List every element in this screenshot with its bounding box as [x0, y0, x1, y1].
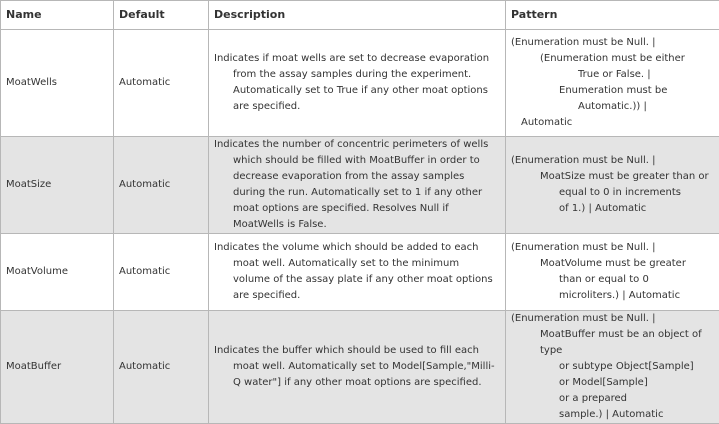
cell-default: Automatic: [114, 137, 209, 234]
cell-name: MoatBuffer: [1, 311, 114, 424]
pattern-line: MoatVolume must be greater: [511, 256, 714, 272]
cell-description: [209, 311, 506, 424]
cell-pattern: [506, 311, 719, 424]
pattern-line: microliters.) | Automatic: [511, 288, 714, 304]
pattern-line: sample.) | Automatic: [511, 407, 714, 423]
pattern-line: True or False. |: [511, 67, 714, 83]
cell-pattern: [506, 137, 719, 234]
pattern-line: or a prepared: [511, 391, 714, 407]
pattern-line: equal to 0 in increments: [511, 185, 714, 201]
header-description: Description: [209, 1, 506, 30]
pattern-line: (Enumeration must be Null. |: [511, 240, 714, 256]
table-row: [1, 234, 719, 311]
pattern-line: or subtype Object[Sample]: [511, 359, 714, 375]
cell-default: Automatic: [114, 311, 209, 424]
cell-description: [209, 30, 506, 137]
cell-description: [209, 137, 506, 234]
pattern-line: (Enumeration must be Null. |: [511, 35, 714, 51]
table-row: [1, 30, 719, 137]
description-text: Indicates the number of concentric perimeters of wells which should be filled with MoatBuffer in order to decrease evaporation from the assay samples during the run. Automatically set to 1 if any other moat options are specified. Resolves Null if MoatWells is False.: [214, 137, 497, 233]
pattern-line: MoatSize must be greater than or: [511, 169, 714, 185]
description-text: Indicates if moat wells are set to decrease evaporation from the assay samples during the experiment. Automatically set to True if any other moat options are specified.: [214, 51, 497, 115]
description-text: Indicates the buffer which should be used to fill each moat well. Automatically set to Model[Sample,"Milli-Q water"] if any other moat options are specified.: [214, 343, 497, 391]
header-name: Name: [1, 1, 114, 30]
table-row: [1, 137, 719, 234]
pattern-line: Automatic: [511, 115, 714, 131]
cell-pattern: [506, 30, 719, 137]
cell-name: MoatWells: [1, 30, 114, 137]
cell-name: MoatSize: [1, 137, 114, 234]
pattern-line: than or equal to 0: [511, 272, 714, 288]
pattern-line: Enumeration must be: [511, 83, 714, 99]
pattern-line: Automatic.)) |: [511, 99, 714, 115]
cell-description: [209, 234, 506, 311]
description-text: Indicates the volume which should be added to each moat well. Automatically set to the minimum volume of the assay plate if any other moat options are specified.: [214, 240, 497, 304]
header-row: [1, 1, 719, 30]
pattern-line: or Model[Sample]: [511, 375, 714, 391]
cell-default: Automatic: [114, 234, 209, 311]
pattern-line: (Enumeration must be Null. |: [511, 311, 714, 327]
cell-name: MoatVolume: [1, 234, 114, 311]
header-default: Default: [114, 1, 209, 30]
pattern-line: (Enumeration must be either: [511, 51, 714, 67]
pattern-line: MoatBuffer must be an object of type: [511, 327, 714, 359]
pattern-line: of 1.) | Automatic: [511, 201, 714, 217]
cell-pattern: [506, 234, 719, 311]
cell-default: Automatic: [114, 30, 209, 137]
header-pattern: Pattern: [506, 1, 719, 30]
pattern-line: (Enumeration must be Null. |: [511, 153, 714, 169]
table-row: [1, 311, 719, 424]
